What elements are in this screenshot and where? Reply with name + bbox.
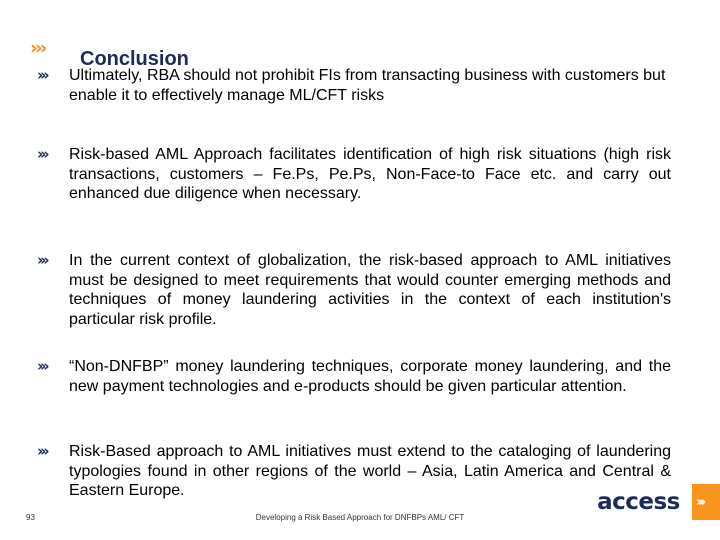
logo-chevron-icon: ››› (696, 494, 704, 510)
logo-text: access (597, 489, 680, 515)
title-chevron-icon: ››› (30, 37, 45, 59)
bullet-item (37, 357, 671, 396)
bullet-item (37, 66, 671, 105)
bullet-text: In the current context of globalization, the risk-based approach to AML initiatives must be designed to meet requirements that would counter emerging methods and techniques of money laundering activities in the context of each institution's particular risk profile. (69, 252, 671, 328)
bullet-text: Ultimately, RBA should not prohibit FIs from transacting business with customers but enable it to effectively manage ML/CFT risks (69, 67, 666, 104)
bullet-text: Risk-based AML Approach facilitates identification of high risk situations (high risk transactions, customers – Fe.Ps, Pe.Ps, Non-Face-to Face etc. and carry out enhanced due diligence when necessary. (69, 146, 671, 202)
bullet-chevron-icon: ››› (37, 66, 47, 84)
bullet-chevron-icon: ››› (37, 145, 47, 163)
bullet-chevron-icon: ››› (37, 357, 47, 375)
bullet-item (37, 145, 671, 204)
bullet-item (37, 442, 671, 501)
slide-title: Conclusion (80, 48, 189, 70)
page-number: 93 (26, 513, 35, 522)
bullet-text: Risk-Based approach to AML initiatives must extend to the cataloging of laundering typologies found in other regions of the world – Asia, Latin America and Central & Eastern Europe. (69, 443, 671, 499)
bullet-chevron-icon: ››› (37, 251, 47, 269)
bullet-item (37, 251, 671, 329)
bullet-chevron-icon: ››› (37, 442, 47, 460)
bullet-text: “Non-DNFBP” money laundering techniques, corporate money laundering, and the new payment technologies and e-products should be given particular attention. (69, 358, 671, 395)
footer-caption: Developing a Risk Based Approach for DNFBPs AML/ CFT (255, 513, 465, 522)
